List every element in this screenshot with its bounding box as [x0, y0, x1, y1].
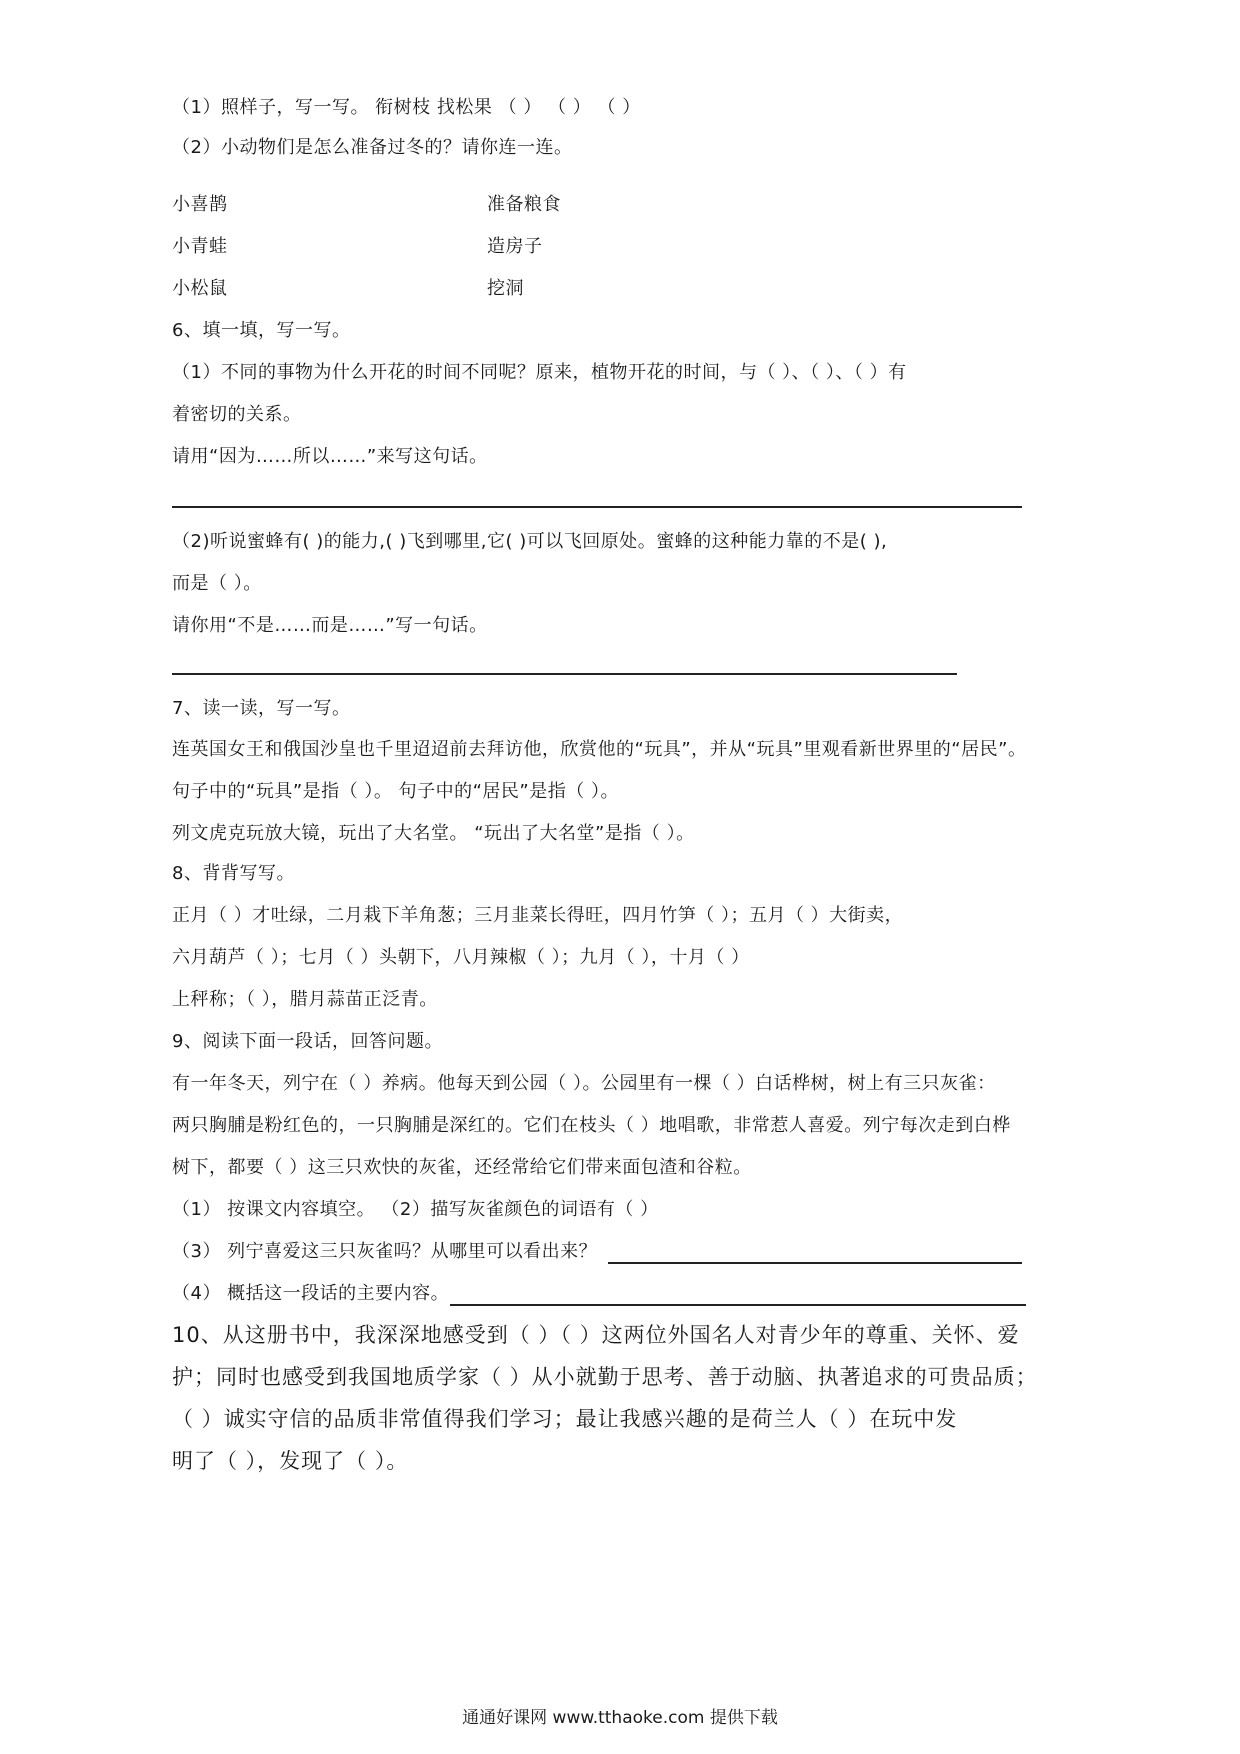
q8-p1: 正月（ ）才吐绿，二月栽下羊角葱；三月韭菜长得旺，四月竹笋（ ）；五月（ ）大街卖， [172, 905, 904, 926]
answer-line[interactable] [172, 673, 957, 675]
match-left-item: 小喜鹊 [172, 194, 228, 215]
q8-p3: 上秤称；（ ），腊月蒜苗正泛青。 [172, 989, 438, 1010]
q9-p2: 两只胸脯是粉红色的，一只胸脯是深红的。它们在枝头（ ）地唱歌，非常惹人喜爱。列宁每次走到白桦 [172, 1115, 1011, 1136]
q5-part1: （1）照样子，写一写。 衔树枝 找松果 （ ） （ ） （ ） [172, 97, 641, 118]
match-right-item: 准备粮食 [487, 194, 561, 215]
q7-heading: 7、读一读，写一写。 [172, 698, 351, 719]
q9-p5: （3） 列宁喜爱这三只灰雀吗？从哪里可以看出来？ [172, 1241, 598, 1262]
q5-part2: （2）小动物们是怎么准备过冬的？请你连一连。 [172, 137, 573, 158]
match-left-item: 小青蛙 [172, 236, 228, 257]
q6-heading: 6、填一填，写一写。 [172, 320, 351, 341]
q10-p2: 护；同时也感受到我国地质学家（ ）从小就勤于思考、善于动脑、执著追求的可贵品质； [172, 1365, 1038, 1389]
q6-p1b: 着密切的关系。 [172, 404, 302, 425]
q9-p3: 树下，都要（ ）这三只欢快的灰雀，还经常给它们带来面包渣和谷粒。 [172, 1157, 752, 1178]
q7-p3: 列文虎克玩放大镜，玩出了大名堂。 “玩出了大名堂”是指（ ）。 [172, 823, 695, 844]
q6-p1c: 请用“因为……所以……”来写这句话。 [172, 446, 488, 467]
q6-p2b: 而是（ ）。 [172, 573, 262, 594]
answer-line[interactable] [450, 1304, 1026, 1306]
q6-p2c: 请你用“不是……而是……”写一句话。 [172, 615, 488, 636]
q9-p4: （1） 按课文内容填空。 （2）描写灰雀颜色的词语有（ ） [172, 1199, 659, 1220]
match-left-item: 小松鼠 [172, 278, 228, 299]
q9-p6: （4） 概括这一段话的主要内容。 [172, 1283, 450, 1304]
q7-p1: 连英国女王和俄国沙皇也千里迢迢前去拜访他，欣赏他的“玩具”，并从“玩具”里观看新世界里的“居民”。 [172, 739, 1027, 760]
q10-p4: 明了（ ），发现了（ ）。 [172, 1449, 409, 1473]
match-right-item: 挖洞 [487, 278, 524, 299]
match-row [172, 235, 543, 259]
q7-p2: 句子中的“玩具”是指（ ）。 句子中的“居民”是指（ ）。 [172, 781, 619, 802]
match-right-item: 造房子 [487, 236, 543, 257]
q6-p2a: （2)听说蜜蜂有( )的能力,( )飞到哪里,它( )可以飞回原处。蜜蜂的这种能力靠的不是( ), [172, 531, 888, 552]
match-row [172, 277, 524, 301]
answer-line[interactable] [172, 506, 1022, 508]
match-row [172, 193, 561, 217]
q6-p1a: （1）不同的事物为什么开花的时间不同呢？原来，植物开花的时间，与（ ）、（ ）、（ ）有 [172, 362, 907, 383]
q8-heading: 8、背背写写。 [172, 863, 295, 884]
q8-p2: 六月葫芦（ ）；七月（ ）头朝下，八月辣椒（ ）；九月（ ），十月（ ） [172, 947, 750, 968]
q10-p3: （ ）诚实守信的品质非常值得我们学习；最让我感兴趣的是荷兰人（ ）在玩中发 [172, 1407, 958, 1431]
footer-credit: 通通好课网 www.tthaoke.com 提供下载 [462, 1708, 778, 1728]
answer-line[interactable] [608, 1262, 1022, 1264]
q9-heading: 9、阅读下面一段话，回答问题。 [172, 1031, 443, 1052]
q9-p1: 有一年冬天，列宁在（ ）养病。他每天到公园（ ）。公园里有一棵（ ）白话桦树，树上有三只灰雀： [172, 1073, 996, 1094]
q10-p1: 10、从这册书中，我深深地感受到（ ）（ ）这两位外国名人对青少年的尊重、关怀、爱 [172, 1323, 1020, 1347]
